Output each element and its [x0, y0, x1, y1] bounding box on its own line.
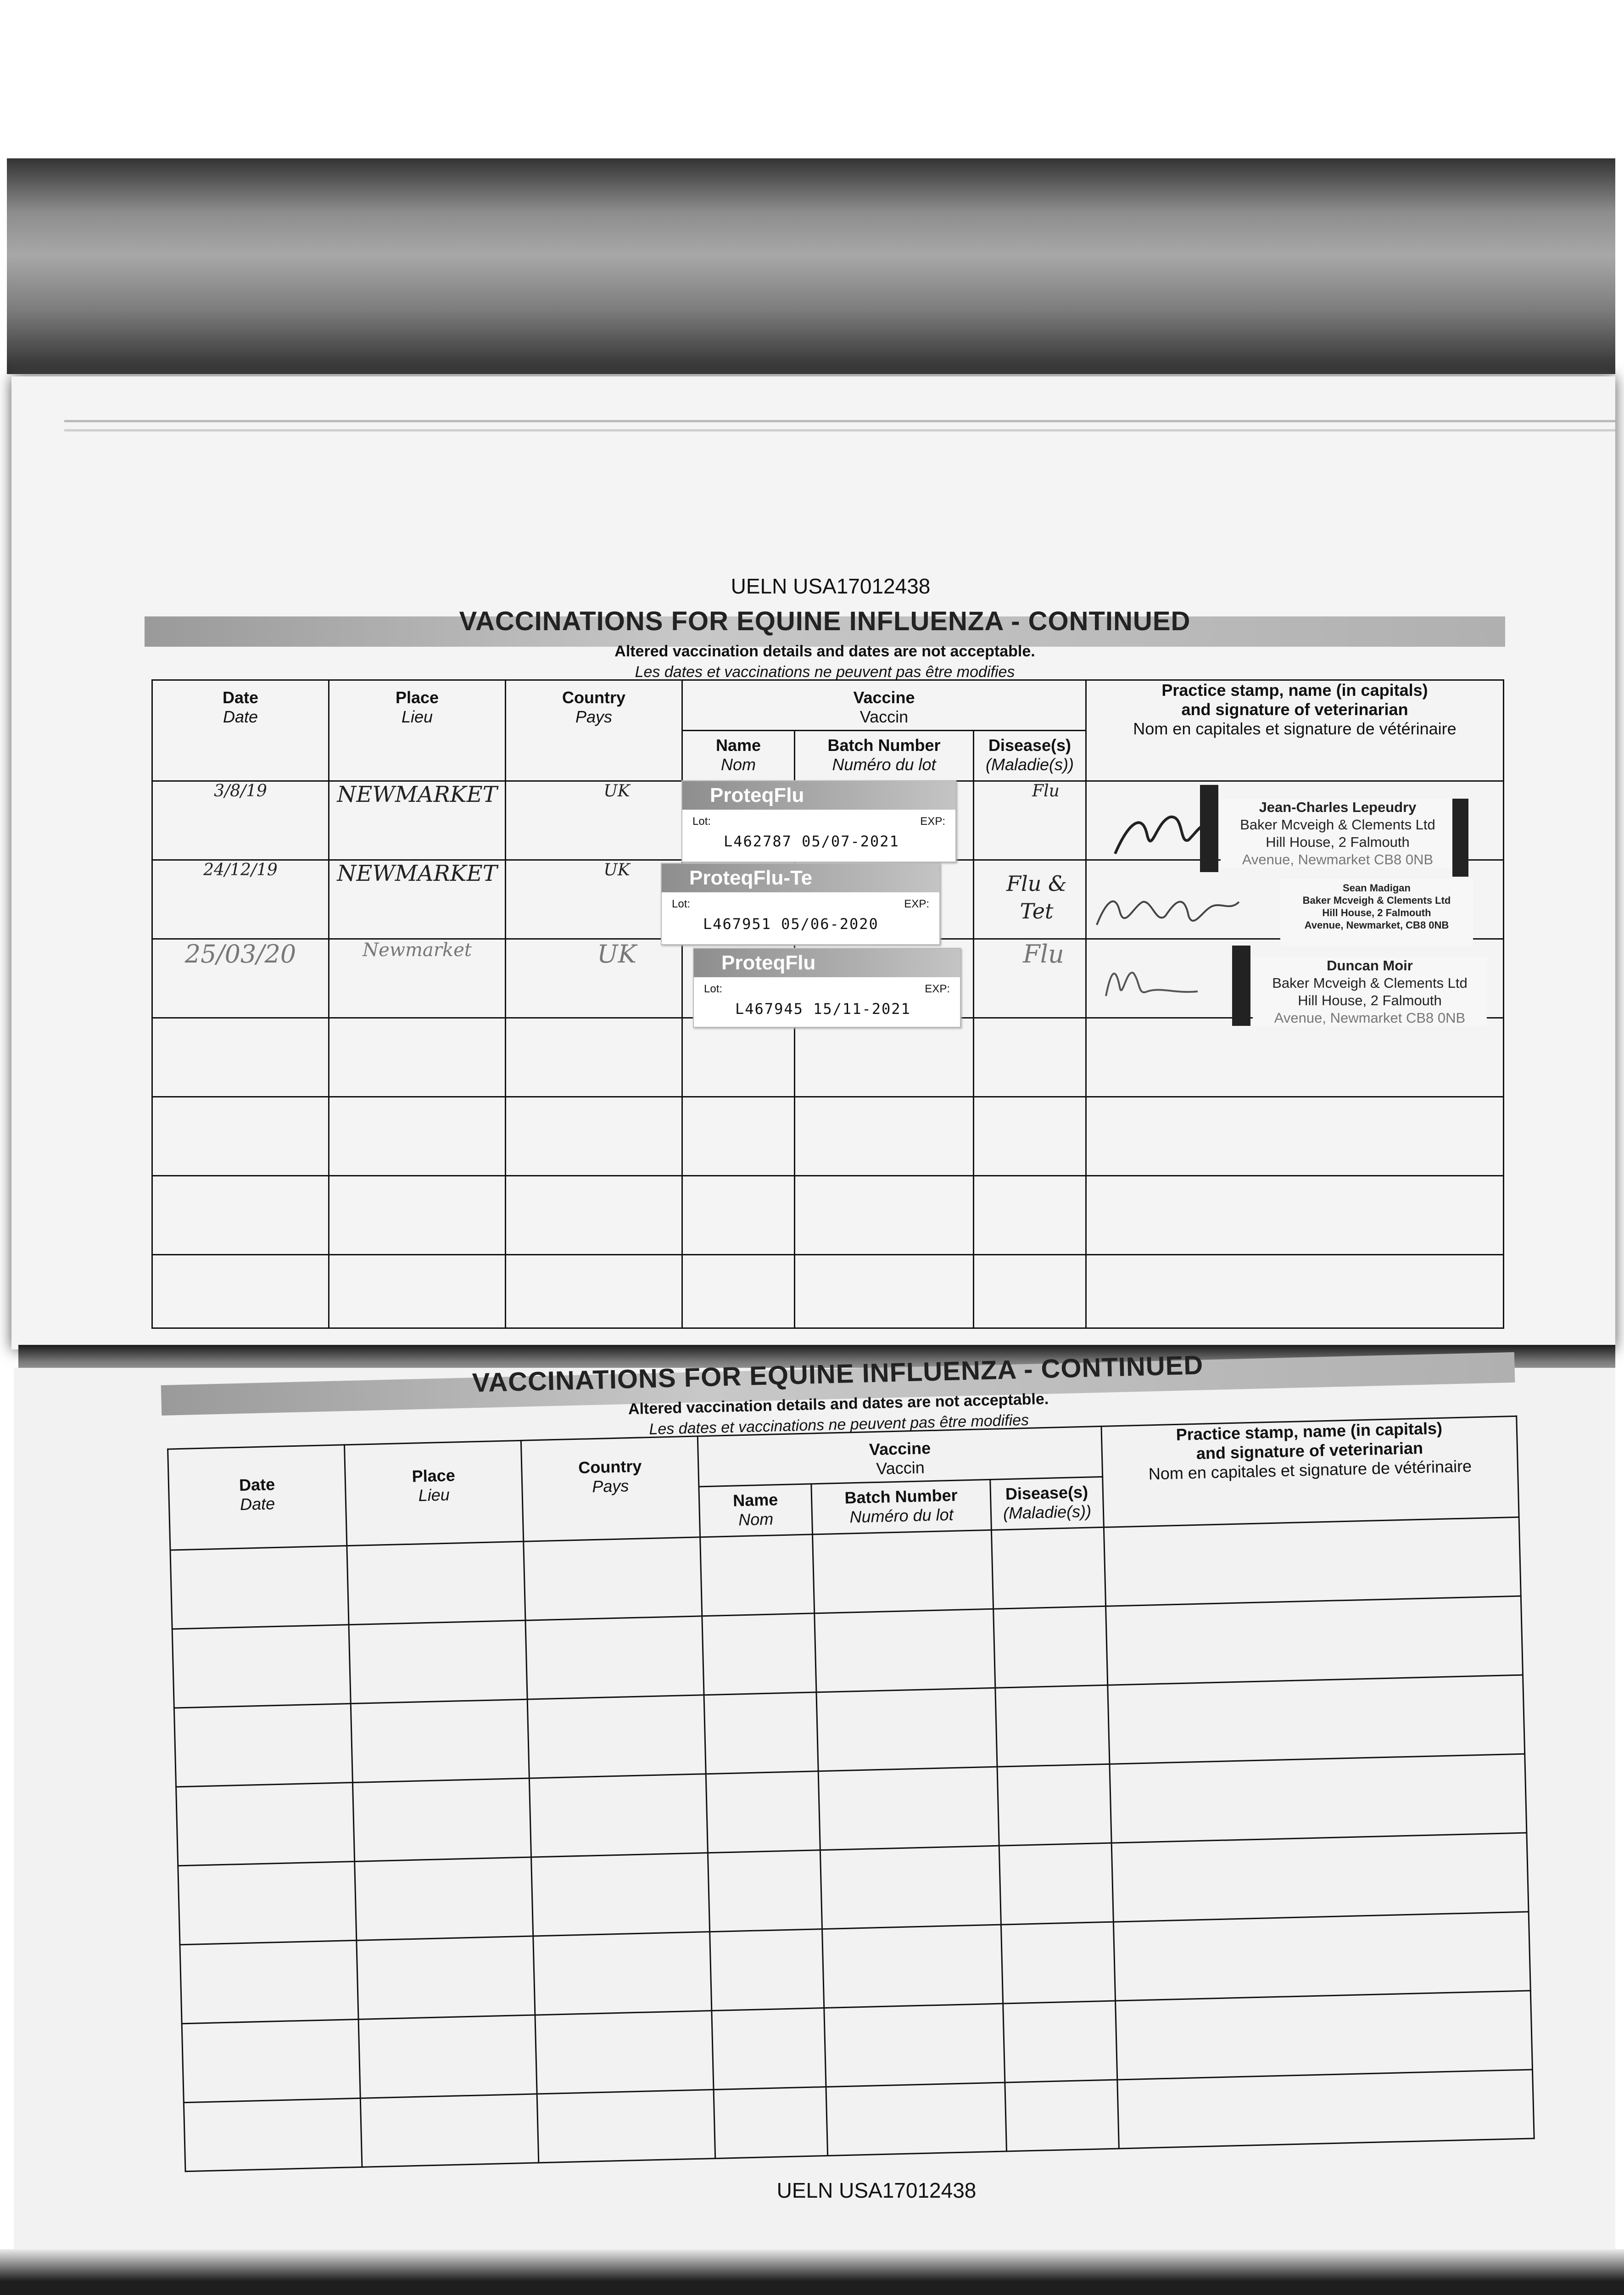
row-disease: Flu [974, 939, 1086, 1018]
page-shadow-bottom [0, 2249, 1624, 2295]
notice-english: Altered vaccination details and dates are not acceptable. [628, 1390, 1049, 1418]
notice-french: Les dates et vaccinations ne peuvent pas être modifies [648, 1411, 1029, 1439]
stamp-bar [1200, 785, 1218, 872]
page-title: VACCINATIONS FOR EQUINE INFLUENZA - CONTINUED [459, 606, 1191, 636]
vaccine-label [661, 863, 940, 945]
label-lot-caption: Lot: [692, 815, 711, 828]
page-shadow-top [7, 158, 1615, 374]
header-batch-number: Batch Number Numéro du lot [811, 1479, 992, 1534]
row-date: 24/12/19 [152, 860, 329, 939]
stamp-bar [1452, 799, 1468, 877]
header-name: Name Nom [699, 1484, 813, 1537]
vaccine-label-brand: ProteqFlu [682, 781, 955, 810]
header-vaccine: Vaccine Vaccin [682, 680, 1086, 731]
header-place: Place Lieu [329, 680, 506, 781]
header-name: Name Nom [682, 731, 795, 781]
table-row-empty [152, 1255, 1504, 1328]
lower-form [161, 1339, 1558, 2231]
header-practice-stamp: Practice stamp, name (in capitals) and signature of veterinarian Nom en capitales et signature de vétérinaire [1101, 1416, 1519, 1527]
notice-english: Altered vaccination details and dates are not acceptable. [614, 643, 1035, 660]
vaccine-label-batch: L467945 15/11-2021 [735, 1000, 911, 1018]
vaccine-label-brand: ProteqFlu [694, 949, 960, 977]
header-date: Date Date [168, 1445, 347, 1550]
vaccine-label [693, 948, 961, 1028]
lower-page-title: VACCINATIONS FOR EQUINE INFLUENZA - CONTINUED [472, 1350, 1204, 1398]
row-country: UK [506, 781, 682, 860]
header-country: Country Pays [506, 680, 682, 781]
row-country: UK [506, 939, 682, 1018]
row-place: Newmarket [329, 939, 506, 1018]
row-disease: Flu & Tet [974, 860, 1086, 939]
page-edge-line [64, 420, 1615, 422]
practice-stamp: Jean-Charles Lepeudry Baker Mcveigh & Clements Ltd Hill House, 2 Falmouth Avenue, Newmarket CB8 0NB [1221, 799, 1455, 868]
practice-stamp: Sean Madigan Baker Mcveigh & Clements Ltd Hill House, 2 Falmouth Avenue, Newmarket, CB8 0NB [1280, 879, 1473, 946]
row-disease: Flu [974, 781, 1086, 860]
row-place: NEWMARKET [329, 781, 506, 860]
table-row-empty [152, 1097, 1504, 1176]
label-exp-caption: EXP: [920, 815, 945, 828]
practice-stamp: Duncan Moir Baker Mcveigh & Clements Ltd Hill House, 2 Falmouth Avenue, Newmarket CB8 0NB [1253, 957, 1487, 1026]
vaccine-label [681, 780, 956, 862]
row-date: 25/03/20 [152, 939, 329, 1018]
label-exp-caption: EXP: [904, 898, 929, 910]
page-edge-line [64, 429, 1615, 431]
signature [1092, 874, 1244, 943]
stamp-bar [1232, 946, 1250, 1026]
table-row-empty [152, 1176, 1504, 1255]
notice-french: Les dates et vaccinations ne peuvent pas être modifies [635, 663, 1015, 681]
header-disease: Disease(s) (Maladie(s)) [990, 1477, 1104, 1530]
ueln-number-bottom: UELN USA17012438 [776, 2178, 977, 2202]
signature [1101, 955, 1202, 1010]
vaccine-label-brand: ProteqFlu-Te [662, 864, 939, 892]
table-row-empty [152, 1018, 1504, 1097]
header-date: Date Date [152, 680, 329, 781]
ueln-number: UELN USA17012438 [731, 574, 931, 598]
vaccine-label-batch: L462787 05/07-2021 [724, 833, 899, 850]
row-date: 3/8/19 [152, 781, 329, 860]
header-batch-number: Batch Number Numéro du lot [795, 731, 974, 781]
label-lot-caption: Lot: [704, 983, 723, 995]
header-place: Place Lieu [344, 1440, 523, 1545]
header-disease: Disease(s) (Maladie(s)) [974, 731, 1086, 781]
header-vaccine: Vaccine Vaccin [698, 1426, 1102, 1486]
vaccination-table-blank [167, 1416, 1535, 2172]
header-country: Country Pays [521, 1436, 700, 1541]
label-exp-caption: EXP: [925, 983, 950, 995]
row-country: UK [506, 860, 682, 939]
vaccine-label-batch: L467951 05/06-2020 [703, 915, 879, 933]
row-place: NEWMARKET [329, 860, 506, 939]
header-practice-stamp: Practice stamp, name (in capitals) and signature of veterinarian Nom en capitales et signature de vétérinaire [1086, 680, 1504, 781]
label-lot-caption: Lot: [672, 898, 691, 910]
